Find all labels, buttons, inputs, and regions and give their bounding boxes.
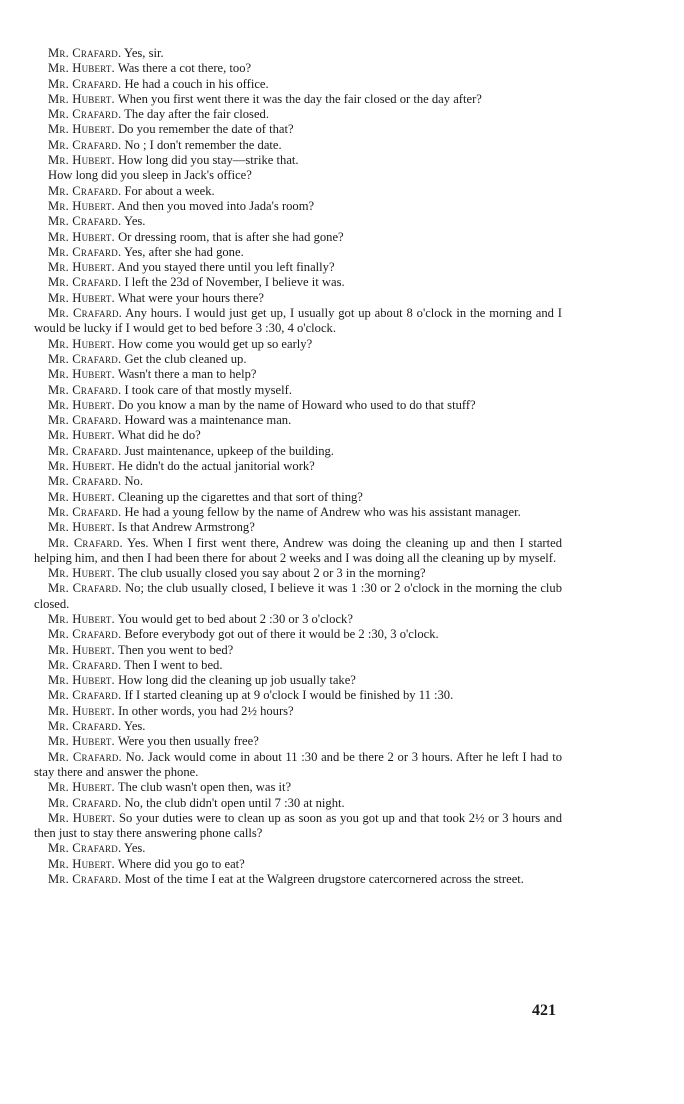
transcript-line xyxy=(34,780,562,795)
transcript-line xyxy=(34,214,562,229)
utterance-text: Yes. xyxy=(123,719,146,734)
transcript-line xyxy=(34,841,562,856)
speaker-name: Mr. Hubert. xyxy=(48,642,115,657)
speaker-name: Mr. Crafard. xyxy=(48,688,122,703)
utterance-text: Before everybody got out of there it would be 2 :30, 3 o'clock. xyxy=(124,627,439,642)
utterance-text: I took care of that mostly myself. xyxy=(124,382,292,397)
utterance-text: Then you went to bed? xyxy=(117,642,234,657)
utterance-text: No ; I don't remember the date. xyxy=(124,137,282,152)
transcript-line xyxy=(34,184,562,199)
speaker-name: Mr. Crafard. xyxy=(48,137,122,152)
transcript-line xyxy=(34,352,562,367)
speaker-name: Mr. Crafard. xyxy=(48,627,122,642)
utterance-text: So your duties were to clean up as soon as you got up and that took 2½ or 3 hours and then just to stay there answering phone calls? xyxy=(34,810,562,841)
utterance-text: How long did you sleep in Jack's office? xyxy=(48,168,252,183)
speaker-name: Mr. Hubert. xyxy=(48,856,115,871)
speaker-name: Mr. Crafard. xyxy=(48,351,122,366)
utterance-text: Do you remember the date of that? xyxy=(118,122,294,137)
utterance-text: Was there a cot there, too? xyxy=(117,61,252,76)
utterance-text: For about a week. xyxy=(124,183,215,198)
speaker-name: Mr. Crafard. xyxy=(48,719,122,734)
transcript-line xyxy=(34,872,562,887)
utterance-text: Yes, after she had gone. xyxy=(123,244,244,259)
utterance-text: Or dressing room, that is after she had gone? xyxy=(118,229,344,244)
utterance-text: You would get to bed about 2 :30 or 3 o'clock? xyxy=(117,611,353,626)
utterance-text: I left the 23d of November, I believe it was. xyxy=(124,275,345,290)
transcript-line xyxy=(34,643,562,658)
utterance-text: Most of the time I eat at the Walgreen drugstore catercornered across the street. xyxy=(124,872,524,887)
transcript-line xyxy=(34,719,562,734)
transcript-line xyxy=(34,199,562,214)
transcript-line xyxy=(34,77,562,92)
speaker-name: Mr. Crafard. xyxy=(48,474,122,489)
speaker-name: Mr. Crafard. xyxy=(48,872,122,887)
transcript-line xyxy=(34,658,562,673)
speaker-name: Mr. Crafard. xyxy=(48,214,122,229)
transcript-line xyxy=(34,750,562,781)
transcript-line xyxy=(34,398,562,413)
transcript-line xyxy=(34,688,562,703)
speaker-name: Mr. Crafard. xyxy=(48,183,122,198)
speaker-name: Mr. Hubert. xyxy=(48,91,115,106)
utterance-text: The day after the fair closed. xyxy=(124,107,269,122)
speaker-name: Mr. Crafard. xyxy=(48,244,122,259)
transcript-page xyxy=(34,46,562,887)
utterance-text: Get the club cleaned up. xyxy=(124,351,247,366)
transcript-line xyxy=(34,673,562,688)
transcript-line xyxy=(34,428,562,443)
speaker-name: Mr. Crafard. xyxy=(48,306,122,321)
speaker-name: Mr. Crafard. xyxy=(48,46,122,60)
transcript-line xyxy=(34,490,562,505)
transcript-line xyxy=(34,230,562,245)
speaker-name: Mr. Hubert. xyxy=(48,336,115,351)
transcript-line xyxy=(34,857,562,872)
speaker-name: Mr. Crafard. xyxy=(48,382,122,397)
speaker-name: Mr. Hubert. xyxy=(48,611,115,626)
utterance-text: Yes. xyxy=(123,841,146,856)
transcript-line xyxy=(34,520,562,535)
utterance-text: Is that Andrew Armstrong? xyxy=(118,520,255,535)
utterance-text: The club usually closed you say about 2 or 3 in the morning? xyxy=(117,566,426,581)
utterance-text: How long did you stay—strike that. xyxy=(118,153,299,168)
utterance-text: How come you would get up so early? xyxy=(118,336,313,351)
utterance-text: The club wasn't open then, was it? xyxy=(117,780,292,795)
transcript-line xyxy=(34,566,562,581)
utterance-text: And then you moved into Jada's room? xyxy=(117,198,315,213)
speaker-name: Mr. Hubert. xyxy=(48,703,115,718)
speaker-name: Mr. Hubert. xyxy=(48,397,115,412)
utterance-text: No, the club didn't open until 7 :30 at night. xyxy=(124,795,345,810)
speaker-name: Mr. Crafard. xyxy=(48,657,122,672)
speaker-name: Mr. Crafard. xyxy=(48,504,122,519)
transcript-line xyxy=(34,122,562,137)
utterance-text: No. xyxy=(124,474,143,489)
transcript-line xyxy=(34,811,562,842)
transcript-line xyxy=(34,505,562,520)
utterance-text: Do you know a man by the name of Howard who used to do that stuff? xyxy=(118,397,476,412)
speaker-name: Mr. Hubert. xyxy=(48,367,115,382)
transcript-line xyxy=(34,260,562,275)
speaker-name: Mr. Crafard. xyxy=(48,749,122,764)
transcript-line xyxy=(34,245,562,260)
transcript-line xyxy=(34,704,562,719)
transcript-line xyxy=(34,138,562,153)
transcript-line xyxy=(34,92,562,107)
transcript-line xyxy=(34,796,562,811)
speaker-name: Mr. Hubert. xyxy=(48,428,115,443)
utterance-text: When you first went there it was the day the fair closed or the day after? xyxy=(117,91,482,106)
speaker-name: Mr. Crafard. xyxy=(48,413,122,428)
speaker-name: Mr. Hubert. xyxy=(48,489,115,504)
transcript-line xyxy=(34,306,562,337)
utterance-text: No; the club usually closed, I believe it was 1 :30 or 2 o'clock in the morning the club closed. xyxy=(34,581,563,611)
utterance-text: He didn't do the actual janitorial work? xyxy=(118,459,315,474)
speaker-name: Mr. Hubert. xyxy=(48,153,115,168)
utterance-text: Yes. xyxy=(123,214,146,229)
transcript-line xyxy=(34,275,562,290)
transcript-line xyxy=(34,383,562,398)
speaker-name: Mr. Hubert. xyxy=(48,229,115,244)
utterance-text: In other words, you had 2½ hours? xyxy=(118,703,294,718)
utterance-text: He had a couch in his office. xyxy=(124,76,269,91)
transcript-line xyxy=(34,627,562,642)
speaker-name: Mr. Crafard. xyxy=(48,275,122,290)
utterance-text: What did he do? xyxy=(117,428,201,443)
transcript-line xyxy=(34,413,562,428)
speaker-name: Mr. Crafard. xyxy=(48,535,123,550)
speaker-name: Mr. Hubert. xyxy=(48,810,116,825)
utterance-text: Howard was a maintenance man. xyxy=(124,413,292,428)
transcript-line xyxy=(34,444,562,459)
page-number: 421 xyxy=(532,1002,556,1019)
utterance-text: How long did the cleaning up job usually take? xyxy=(118,673,356,688)
transcript-line xyxy=(34,153,562,168)
speaker-name: Mr. Crafard. xyxy=(48,107,122,122)
testimony-transcript xyxy=(34,46,562,887)
transcript-line xyxy=(34,459,562,474)
transcript-line xyxy=(34,474,562,489)
utterance-text: Just maintenance, upkeep of the building. xyxy=(124,443,334,458)
transcript-line xyxy=(34,291,562,306)
speaker-name: Mr. Hubert. xyxy=(48,520,115,535)
utterance-text: Then I went to bed. xyxy=(124,657,223,672)
speaker-name: Mr. Hubert. xyxy=(48,260,115,275)
speaker-name: Mr. Crafard. xyxy=(48,795,122,810)
speaker-name: Mr. Crafard. xyxy=(48,443,122,458)
utterance-text: Yes. When I first went there, Andrew was doing the cleaning up and then I started helping him, and then I had been there for about 2 weeks and I was doing all the cleaning up by myself. xyxy=(34,535,562,565)
speaker-name: Mr. Hubert. xyxy=(48,122,115,137)
transcript-line xyxy=(34,536,562,567)
speaker-name: Mr. Crafard. xyxy=(48,841,122,856)
utterance-text: And you stayed there until you left finally? xyxy=(117,260,335,275)
transcript-line xyxy=(34,168,562,183)
utterance-text: He had a young fellow by the name of Andrew who was his assistant manager. xyxy=(124,504,521,519)
speaker-name: Mr. Hubert. xyxy=(48,734,115,749)
utterance-text: Any hours. I would just get up, I usually got up about 8 o'clock in the morning and I would be lucky if I would get to bed before 3 :30, 4 o'clock. xyxy=(34,306,562,336)
speaker-name: Mr. Hubert. xyxy=(48,61,115,76)
speaker-name: Mr. Hubert. xyxy=(48,673,115,688)
speaker-name: Mr. Hubert. xyxy=(48,198,115,213)
speaker-name: Mr. Hubert. xyxy=(48,780,115,795)
utterance-text: Wasn't there a man to help? xyxy=(117,367,257,382)
utterance-text: Were you then usually free? xyxy=(117,734,259,749)
speaker-name: Mr. Crafard. xyxy=(48,76,122,91)
transcript-line xyxy=(34,367,562,382)
transcript-line xyxy=(34,46,562,61)
transcript-line xyxy=(34,61,562,76)
utterance-text: What were your hours there? xyxy=(117,290,264,305)
transcript-line xyxy=(34,337,562,352)
utterance-text: Yes, sir. xyxy=(123,46,164,60)
utterance-text: No. Jack would come in about 11 :30 and be there 2 or 3 hours. After he left I had to stay there and answer the phone. xyxy=(34,749,562,779)
transcript-line xyxy=(34,612,562,627)
speaker-name: Mr. Hubert. xyxy=(48,566,115,581)
speaker-name: Mr. Hubert. xyxy=(48,290,115,305)
utterance-text: Where did you go to eat? xyxy=(117,856,245,871)
transcript-line xyxy=(34,107,562,122)
utterance-text: If I started cleaning up at 9 o'clock I would be finished by 11 :30. xyxy=(124,688,454,703)
utterance-text: Cleaning up the cigarettes and that sort of thing? xyxy=(118,489,363,504)
transcript-line xyxy=(34,734,562,749)
speaker-name: Mr. Hubert. xyxy=(48,459,115,474)
speaker-name: Mr. Crafard. xyxy=(48,581,122,596)
transcript-line xyxy=(34,581,562,612)
